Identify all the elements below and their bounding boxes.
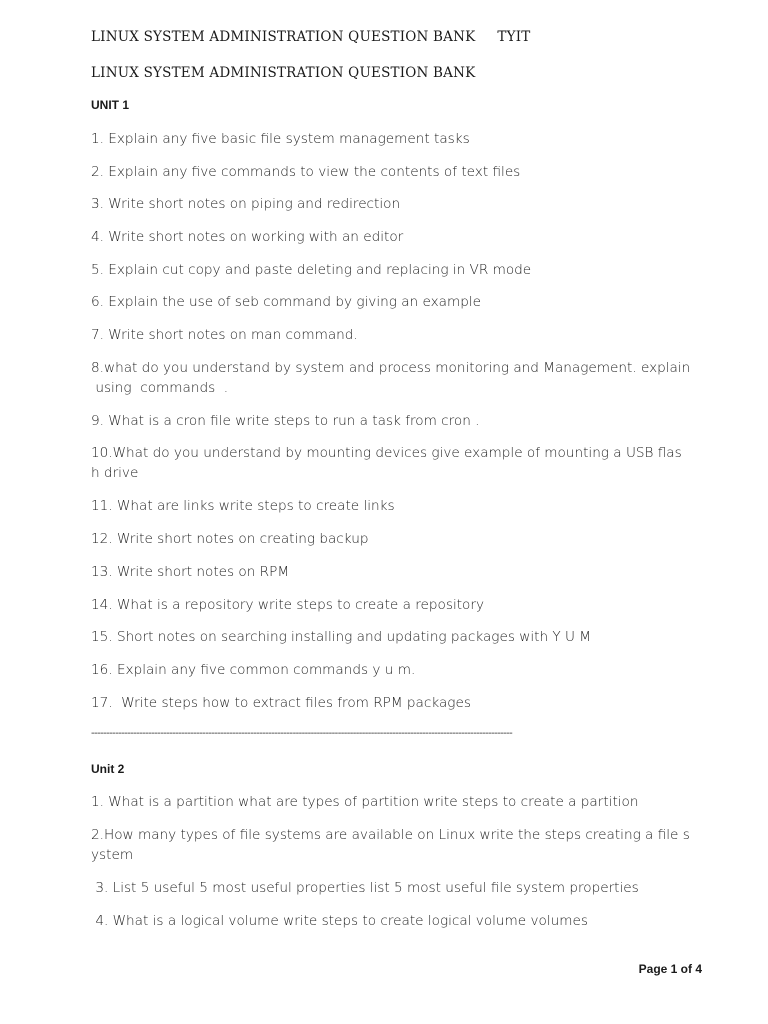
question-unit1-17: 17. Write steps how to extract files from RPM packages xyxy=(91,695,471,711)
question-unit1-1: 1. Explain any five basic file system management tasks xyxy=(91,131,470,147)
question-unit1-4: 4. Write short notes on working with an editor xyxy=(91,229,404,245)
question-unit1-16: 16. Explain any five common commands y u m. xyxy=(91,662,416,678)
section-divider: -------------------------------------------------------------------------------------------------------------------------------------------- xyxy=(91,728,513,739)
question-unit1-12: 12. Write short notes on creating backup xyxy=(91,531,369,547)
question-unit1-6: 6. Explain the use of seb command by giving an example xyxy=(91,294,481,310)
question-unit1-15: 15. Short notes on searching installing and updating packages with Y U M xyxy=(91,629,592,645)
question-unit1-11: 11. What are links write steps to create links xyxy=(91,498,395,514)
question-unit1-9: 9. What is a cron file write steps to run a task from cron . xyxy=(91,413,480,429)
document-title: LINUX SYSTEM ADMINISTRATION QUESTION BANK xyxy=(91,65,476,81)
page-number: Page 1 of 4 xyxy=(638,962,702,976)
header-tag: TYIT xyxy=(497,29,531,45)
question-unit2-4: 4. What is a logical volume write steps to create logical volume volumes xyxy=(91,913,588,929)
page-header xyxy=(91,29,530,45)
unit-2-heading: Unit 2 xyxy=(91,762,125,776)
header-title: LINUX SYSTEM ADMINISTRATION QUESTION BANK xyxy=(91,29,476,45)
question-unit1-8: 8.what do you understand by system and process monitoring and Management. explain using commands . xyxy=(91,360,691,396)
question-unit1-7: 7. Write short notes on man command. xyxy=(91,327,358,343)
question-unit2-2: 2.How many types of file systems are available on Linux write the steps creating a file s ystem xyxy=(91,827,690,863)
question-unit1-2: 2. Explain any five commands to view the contents of text files xyxy=(91,164,521,180)
question-unit1-10: 10.What do you understand by mounting devices give example of mounting a USB flas h drive xyxy=(91,445,682,481)
question-unit1-5: 5. Explain cut copy and paste deleting and replacing in VR mode xyxy=(91,262,532,278)
question-unit1-13: 13. Write short notes on RPM xyxy=(91,564,290,580)
question-unit2-3: 3. List 5 useful 5 most useful properties list 5 most useful file system properties xyxy=(91,880,639,896)
question-unit2-1: 1. What is a partition what are types of partition write steps to create a partition xyxy=(91,794,639,810)
question-unit1-3: 3. Write short notes on piping and redirection xyxy=(91,196,401,212)
question-unit1-14: 14. What is a repository write steps to create a repository xyxy=(91,597,485,613)
unit-1-heading: UNIT 1 xyxy=(91,98,130,112)
